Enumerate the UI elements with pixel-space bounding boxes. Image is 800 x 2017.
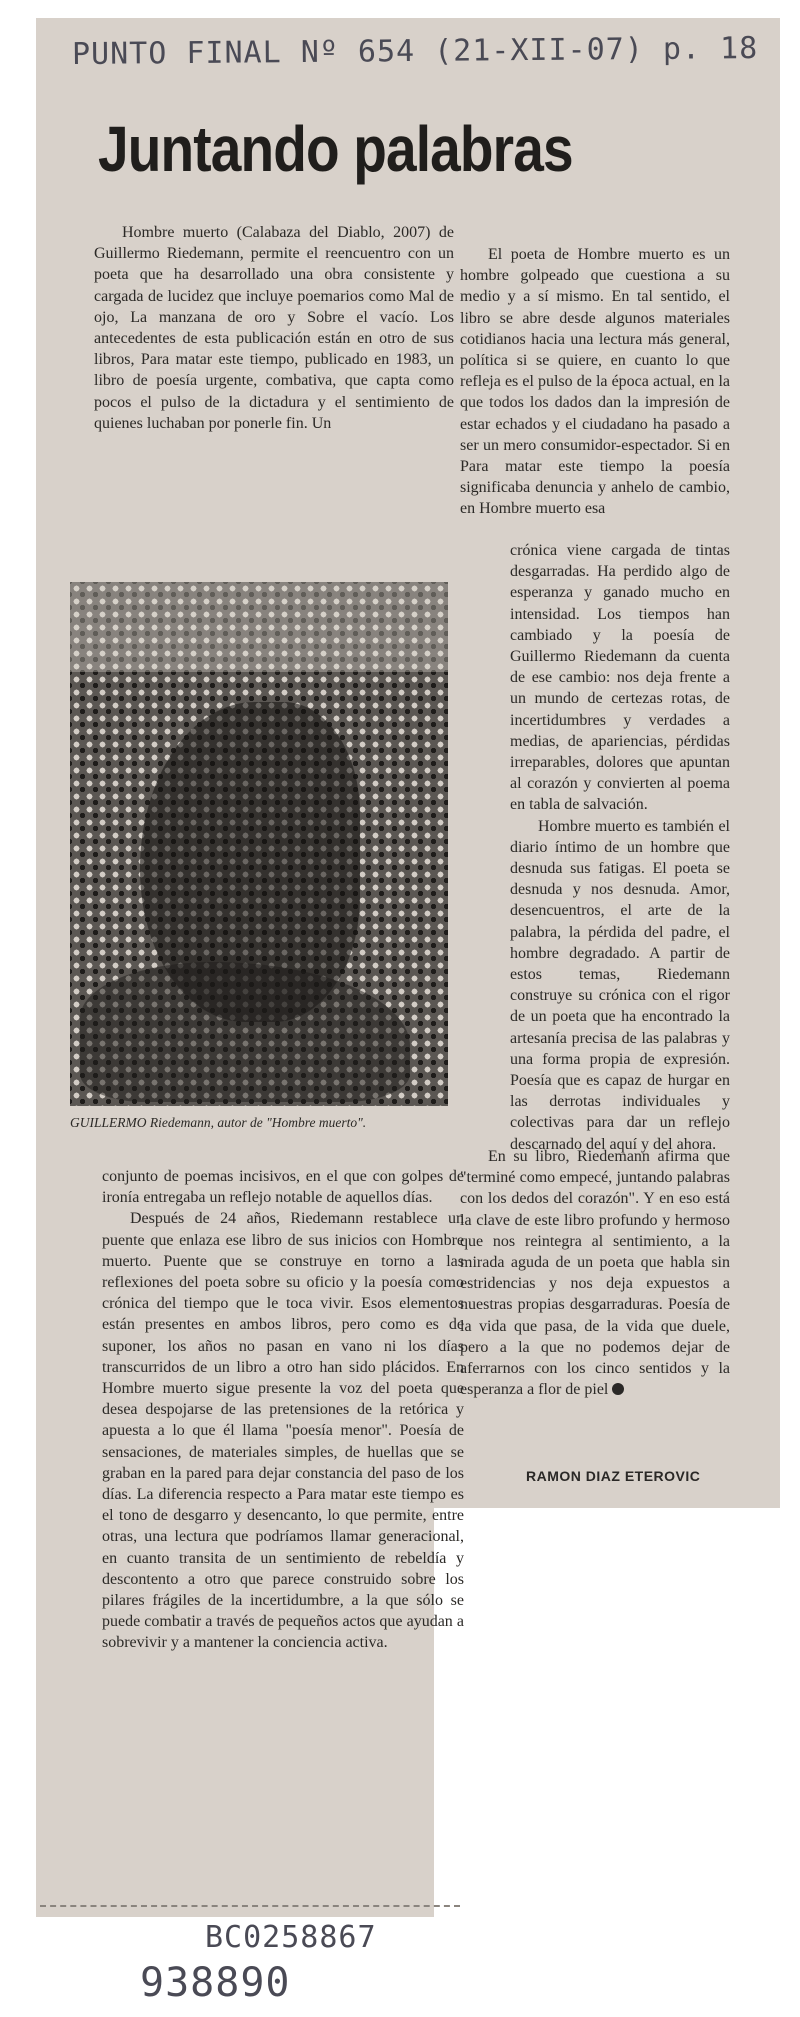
paragraph: crónica viene cargada de tintas desgarradas. Ha perdido algo de esperanza y ganado mucho en intensidad. Los tiempos han cambiado y la poesía de Guillermo Riedemann da cuenta de ese cambio: nos deja frente a un mundo de certezas rotas, de incertidumbres y verdades a medias, de apariencias, pérdidas irreparables, dolores que apuntan al corazón y convierten al poema en tabla de salvación. bbox=[510, 542, 730, 814]
article-byline: RAMON DIAZ ETEROVIC bbox=[526, 1468, 701, 1484]
paragraph: Después de 24 años, Riedemann restablece un puente que enlaza ese libro de sus inicios con Hombre muerto. Puente que se construye en torno a las reflexiones del poeta sobre su oficio y la poesía como crónica del tiempo que le toca vivir. Esos elementos están presentes en ambos libros, pero como es de suponer, los años no pasan en vano ni los días transcurridos de un libro a otro han sido plácidos. En Hombre muerto sigue presente la voz del poeta que desea despojarse de las pretensiones de la retórica y apuesta a lo que él llama "poesía menor". Poesía de sensaciones, de materiales simples, de huellas que se graban en la pared para dejar constancia del paso de los días. La diferencia respecto a Para matar este tiempo es el tono de desgarro y desencanto, lo que permite, entre otras, una lectura que podríamos llamar generacional, en cuanto transita de un sentimiento de rebeldía y descontento a otro que parece construido sobre los pilares frágiles de la incertidumbre, a la que sólo se puede combatir a través de pequeños actos que ayudan a sobrevivir y a mantener la conciencia activa. bbox=[102, 1210, 464, 1652]
author-photo bbox=[70, 582, 448, 1106]
photo-figure-shadow bbox=[80, 962, 410, 1102]
paragraph bbox=[460, 1146, 730, 1400]
article-column-right-top bbox=[460, 244, 730, 520]
end-mark-icon bbox=[612, 1383, 624, 1395]
paragraph: Hombre muerto (Calabaza del Diablo, 2007) de Guillermo Riedemann, permite el reencuentro con un poeta que ha desarrollado una obra consistente y cargada de lucidez que incluye poemarios como Mal de ojo, La manzana de oro y Sobre el vacío. Los antecedentes de esta publicación están en otro de sus libros, Para matar este tiempo, publicado en 1983, un libro de poesía urgente, combativa, que capta como pocos el pulso de la dictadura y el sentimiento de quienes luchaban por ponerle fin. Un bbox=[94, 224, 454, 432]
divider bbox=[40, 1905, 460, 1908]
article-column-right-bottom bbox=[460, 1146, 730, 1400]
article-column-left-top bbox=[94, 222, 454, 434]
paragraph: El poeta de Hombre muerto es un hombre golpeado que cuestiona a su medio y a sí mismo. En tal sentido, el libro se abre desde algunos materiales cotidianos hacia una lectura más general, política si se quiere, en cuanto lo que refleja es el pulso de la época actual, en la que todos los dados dan la impresión de estar echados y el ciudadano ha pasado a ser un mero consumidor-espectador. Si en Para matar este tiempo la poesía significaba denuncia y anhelo de cambio, en Hombre muerto esa bbox=[460, 246, 730, 518]
article-headline: Juntando palabras bbox=[98, 113, 573, 185]
photo-highlight bbox=[70, 582, 448, 672]
closing-paragraph-text: En su libro, Riedemann afirma que "terminé como empecé, juntando palabras con los dedos del corazón". Y en eso está la clave de este libro profundo y hermoso que nos reintegra al sentimiento, a la mirada aguda de un poeta que habla sin estridencias y nos deja expuestos a nuestras propias desgarraduras. Poesía de la vida que pasa, de la vida que duele, pero a la que no podemos dejar de aferrarnos con los cinco sentidos y la esperanza a flor de piel bbox=[460, 1148, 730, 1399]
article-column-left-bottom bbox=[102, 1166, 464, 1654]
photo-caption: GUILLERMO Riedemann, autor de "Hombre muerto". bbox=[70, 1115, 367, 1130]
handwritten-source-note: PUNTO FINAL Nº 654 (21-XII-07) p. 18 bbox=[71, 31, 759, 72]
paragraph: conjunto de poemas incisivos, en el que con golpes de ironía entregaba un reflejo notable de aquellos días. bbox=[102, 1168, 464, 1207]
handwritten-archive-number: 938890 bbox=[140, 1960, 291, 2006]
handwritten-archive-code: BC0258867 bbox=[205, 1920, 377, 1955]
paragraph: Hombre muerto es también el diario íntimo de un hombre que desnuda sus fatigas. El poeta se desnuda y nos desnuda. Amor, desencuentros, el arte de la palabra, la pérdida del padre, el hombre degradado. A partir de estos temas, Riedemann construye su crónica con el rigor de un poeta que ha encontrado la artesanía precisa de las palabras y una forma propia de expresión. Poesía que es capaz de hurgar en las derrotas individuales y colectivas para dar un reflejo descarnado del aquí y del ahora. bbox=[510, 817, 730, 1153]
article-column-right-mid bbox=[510, 540, 730, 1155]
